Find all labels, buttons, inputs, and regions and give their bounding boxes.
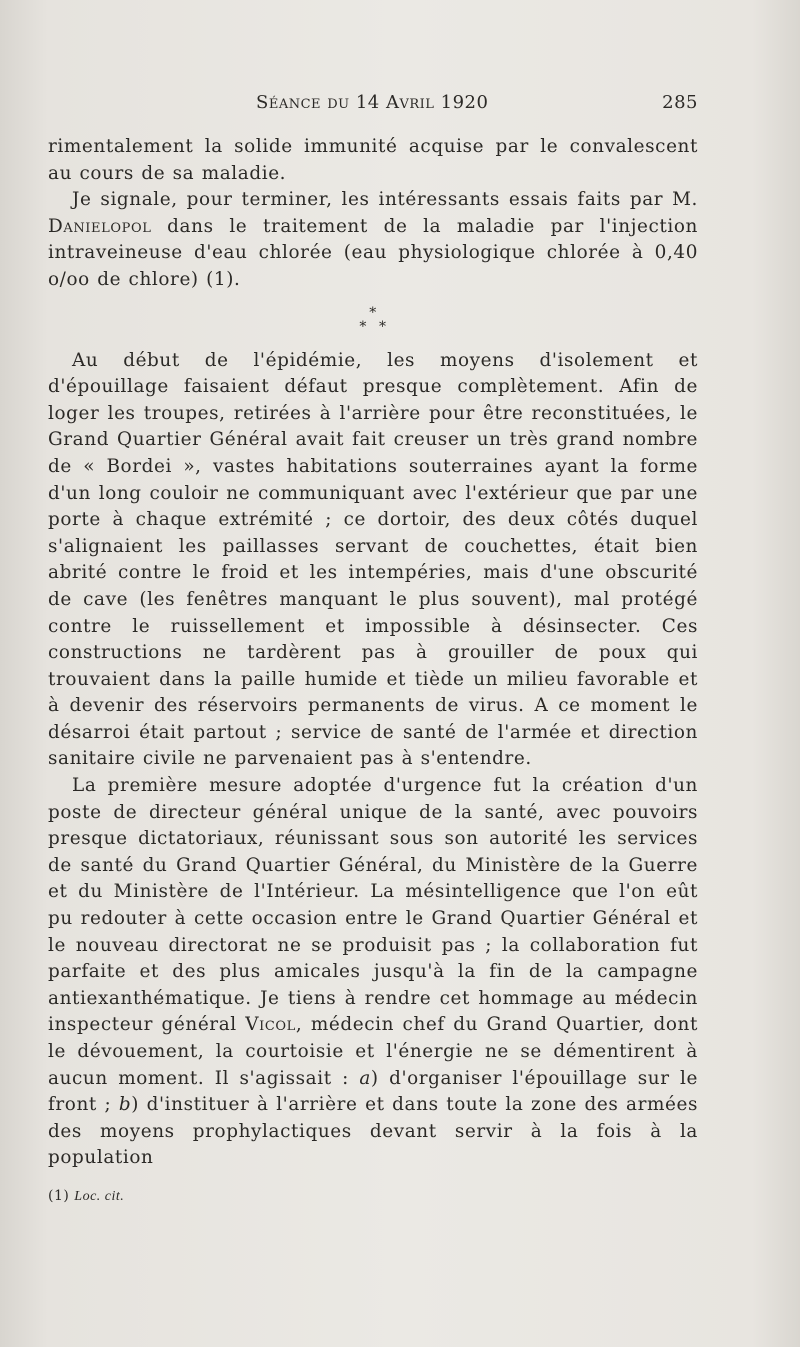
person-name: Danielopol [48, 215, 152, 237]
footnote-marker: (1) [48, 1188, 75, 1204]
main-text [48, 134, 698, 1172]
paragraph-text: ) d'instituer à l'arrière et dans toute la zone des armées des moyens prophylactiques devant servir à la fois à la population [48, 1094, 699, 1169]
page-number: 285 [662, 92, 698, 113]
asterisk-pair: * * [359, 318, 387, 335]
paragraph-text: ) d'organiser l'épouillage sur le front ; [48, 1067, 698, 1116]
section-separator-asterisks [48, 306, 698, 334]
asterisk-top: * [369, 304, 377, 321]
paragraph-text: , médecin chef du Grand Quartier, dont le dévouement, la courtoisie et l'énergie ne se démentirent à aucun moment. Il s'agissait : [48, 1014, 698, 1089]
paragraph-danielopol [48, 187, 698, 293]
person-name: Vicol [245, 1014, 296, 1036]
list-label-b: b [118, 1094, 132, 1116]
footnote [48, 1188, 124, 1205]
paragraph-text: La première mesure adoptée d'urgence fut la création d'un poste de directeur général unique de la santé, avec pouvoirs presque dictatoriaux, réunissant sous son autorité les services de santé du Grand Quartier Général, du Ministère de la Guerre et du Ministère de l'Intérieur. La mésintelligence que l'on eût pu redouter à cette occasion entre le Grand Quartier Général et le nouveau directorat ne se produisit pas ; la collaboration fut parfaite et des plus amicales jusqu'à la fin de la campagne antiexanthématique. Je tiens à rendre cet hommage au médecin inspecteur général [48, 775, 698, 1036]
paragraph-text: dans le traitement de la maladie par l'injection intraveineuse d'eau chlorée (eau physiologique chlorée à 0,40 o/oo de chlore) (1). [48, 215, 698, 290]
paragraph-text: Je signale, pour terminer, les intéressants essais faits par M. [72, 189, 698, 211]
list-label-a: a [359, 1067, 371, 1089]
footnote-text: Loc. cit. [74, 1189, 125, 1204]
paragraph-epidemic: Au début de l'épidémie, les moyens d'isolement et d'épouillage faisaient défaut presque complètement. Afin de loger les troupes, retirées à l'arrière pour être reconstituées, le Grand Quartier Général avait fait creuser un très grand nombre de « Bordei », vastes habitations souterraines ayant la forme d'un long couloir ne communiquant avec l'extérieur que par une porte à chaque extrémité ; ce dortoir, des deux côtés duquel s'alignaient les paillasses servant de couchettes, était bien abrité contre le froid et les intempéries, mais d'une obscurité de cave (les fenêtres manquant le plus souvent), mal protégé contre le ruissellement et impossible à désinsecter. Ces constructions ne tardèrent pas à grouiller de poux qui trouvaient dans la paille humide et tiède un milieu favorable et à devenir des réservoirs permanents de virus. A ce moment le désarroi était partout ; service de santé de l'armée et direction sanitaire civile ne parvenaient pas à s'entendre. [48, 349, 698, 770]
paragraph-continuation: rimentalement la solide immunité acquise par le convalescent au cours de sa maladie. [48, 136, 698, 184]
paragraph-measures [48, 773, 698, 1172]
running-header [48, 92, 698, 116]
running-title: Séance du 14 Avril 1920 [256, 92, 489, 113]
